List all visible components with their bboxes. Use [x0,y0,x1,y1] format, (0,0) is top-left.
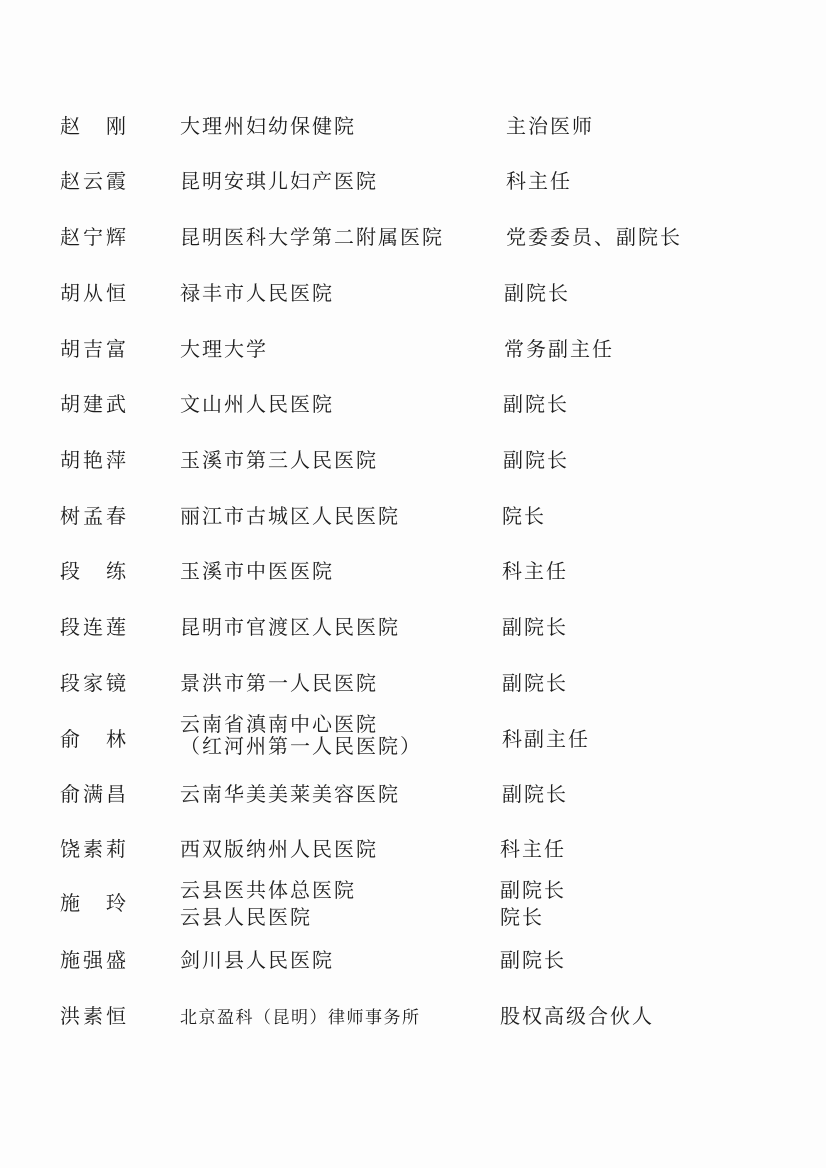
position [500,947,566,973]
position [500,877,566,931]
position-line: 股权高级合伙人 [500,1004,654,1028]
person-name: 施 玲 [60,891,129,915]
position-line: 副院长 [502,615,568,639]
position [506,113,594,139]
organization [180,336,268,362]
position-line: 副院长 [500,948,566,972]
organization-line: 云县人民医院 [180,905,312,929]
position-line: 科副主任 [502,727,590,751]
person-name: 洪素恒 [60,1004,129,1028]
position-line: 科主任 [506,169,572,193]
position-line: 主治医师 [506,114,594,138]
organization [180,280,334,306]
person-name: 段连莲 [60,615,129,639]
organization-line: 大理州妇幼保健院 [180,114,356,138]
organization [180,447,378,473]
person-name: 胡从恒 [60,281,129,305]
organization-line: 景洪市第一人民医院 [180,671,378,695]
position [506,168,572,194]
organization-line: 昆明安琪儿妇产医院 [180,169,378,193]
person-name: 胡艳萍 [60,448,129,472]
position-line: 科主任 [500,837,566,861]
person-name: 段家镜 [60,671,129,695]
organization [180,614,400,640]
person-name: 赵 刚 [60,114,129,138]
person-name: 俞 林 [60,727,129,751]
organization [180,168,378,194]
position [500,1003,654,1029]
organization-line: （红河州第一人民医院） [180,734,422,758]
organization-line: 剑川县人民医院 [180,948,334,972]
person-name: 段 练 [60,559,129,583]
organization-line: 禄丰市人民医院 [180,281,334,305]
organization-line: 云县医共体总医院 [180,878,356,902]
organization-line: 文山州人民医院 [180,392,334,416]
position [502,558,568,584]
person-name: 俞满昌 [60,782,129,806]
organization-line: 昆明医科大学第二附属医院 [180,225,444,249]
organization-line: 云南省滇南中心医院 [180,712,378,736]
position [502,503,546,529]
organization [180,391,334,417]
position-line: 院长 [500,905,544,929]
organization [180,836,378,862]
organization [180,113,356,139]
position [502,670,568,696]
position [504,280,570,306]
position-line: 常务副主任 [504,337,614,361]
organization-line: 丽江市古城区人民医院 [180,504,400,528]
organization [180,947,334,973]
position [504,336,614,362]
organization [180,670,378,696]
organization [180,558,334,584]
organization-line: 北京盈科（昆明）律师事务所 [180,1008,421,1028]
person-name: 施强盛 [60,948,129,972]
position [506,224,682,250]
position-line: 副院长 [502,782,568,806]
position [503,447,569,473]
person-name: 胡建武 [60,392,129,416]
organization-line: 昆明市官渡区人民医院 [180,615,400,639]
position-line: 院长 [502,504,546,528]
position [502,726,590,752]
organization-line: 云南华美美莱美容医院 [180,782,400,806]
person-name: 赵宁辉 [60,225,129,249]
position [503,391,569,417]
organization [180,781,400,807]
person-name: 赵云霞 [60,169,129,193]
person-name: 树孟春 [60,504,129,528]
organization-line: 大理大学 [180,337,268,361]
position-line: 副院长 [503,448,569,472]
organization [180,877,356,931]
position [500,836,566,862]
position [502,781,568,807]
position-line: 副院长 [500,878,566,902]
position-line: 党委委员、副院长 [506,225,682,249]
organization [180,1005,421,1031]
organization-line: 西双版纳州人民医院 [180,837,378,861]
organization [180,224,444,250]
position [502,614,568,640]
person-name: 胡吉富 [60,337,129,361]
organization-line: 玉溪市中医医院 [180,559,334,583]
position-line: 科主任 [502,559,568,583]
organization-line: 玉溪市第三人民医院 [180,448,378,472]
position-line: 副院长 [502,671,568,695]
organization [180,713,422,757]
person-name: 饶素莉 [60,837,129,861]
organization [180,503,400,529]
position-line: 副院长 [503,392,569,416]
position-line: 副院长 [504,281,570,305]
